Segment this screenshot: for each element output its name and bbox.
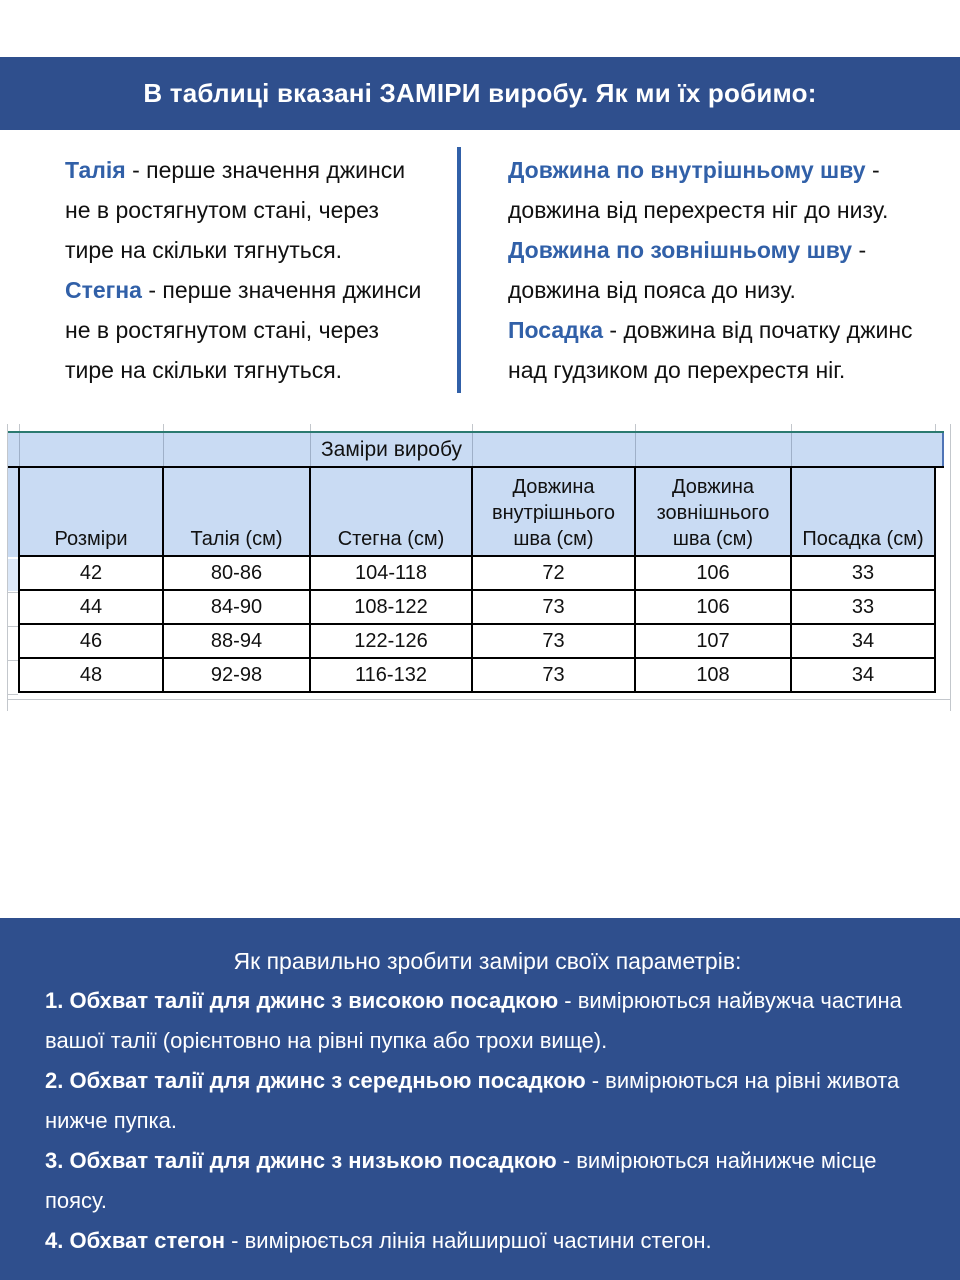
- definition-term: Стегна: [65, 277, 142, 303]
- definition-rise: [508, 310, 916, 390]
- column-header-size: Розміри: [20, 468, 162, 555]
- instruction-item-1: [45, 981, 930, 1061]
- table-cell: 34: [792, 659, 934, 691]
- instruction-text: - вимірюються найвужча частина вашої талії (орієнтовно на рівні пупка або трохи вище).: [45, 988, 902, 1053]
- size-table: [18, 466, 936, 693]
- definition-text: - перше значення джинси не в ростягнутом стані, через тире на скільки тягнуться.: [65, 277, 422, 383]
- spreadsheet-sliver: [8, 559, 18, 591]
- table-cell: 106: [636, 557, 790, 589]
- table-cell: 80-86: [164, 557, 309, 589]
- table-cell: 73: [473, 659, 634, 691]
- instruction-bold: 4. Обхват стегон: [45, 1228, 226, 1253]
- definition-outseam: [508, 230, 916, 310]
- table-cell: 73: [473, 625, 634, 657]
- gridline: [635, 424, 636, 431]
- vertical-divider: [457, 147, 461, 393]
- table-cell: 73: [473, 591, 634, 623]
- gridline: [950, 424, 951, 711]
- instructions-title: Як правильно зробити заміри своїх параметрів:: [233, 948, 742, 974]
- table-cell: 122-126: [311, 625, 471, 657]
- gridline: [472, 424, 473, 431]
- instruction-text: - вимірюється лінія найширшої частини стегон.: [225, 1228, 712, 1253]
- definition-inseam: [508, 150, 916, 230]
- instruction-bold: 1. Обхват талії для джинс з високою посадкою: [45, 988, 559, 1013]
- gridline: [791, 433, 792, 466]
- instruction-bold: 2. Обхват талії для джинс з середньою посадкою: [45, 1068, 586, 1093]
- table-cell: 106: [636, 591, 790, 623]
- gridline: [7, 626, 18, 627]
- instruction-text: - вимірюються на рівні живота нижче пупка.: [45, 1068, 900, 1133]
- gridline: [635, 433, 636, 466]
- gridline: [942, 433, 944, 466]
- instructions-panel: [0, 918, 960, 1280]
- table-cell: 33: [792, 557, 934, 589]
- gridline: [19, 424, 20, 431]
- definition-hips: [65, 270, 433, 390]
- instruction-item-2: [45, 1061, 930, 1141]
- table-cell: 48: [20, 659, 162, 691]
- instruction-item-4: [45, 1221, 930, 1261]
- gridline: [7, 699, 951, 700]
- spreadsheet-sliver: [8, 468, 18, 557]
- table-cell: 107: [636, 625, 790, 657]
- table-cell: 108-122: [311, 591, 471, 623]
- table-cell: 42: [20, 557, 162, 589]
- column-header-inseam: Довжина внутрішнього шва (см): [473, 468, 634, 555]
- instruction-text: - вимірюються найнижче місце поясу.: [45, 1148, 877, 1213]
- definition-text: - довжина від початку джинс над гудзиком до перехрестя ніг.: [508, 317, 913, 383]
- table-cell: 72: [473, 557, 634, 589]
- definitions-left-column: [65, 150, 433, 390]
- table-cell: 34: [792, 625, 934, 657]
- gridline: [7, 694, 18, 695]
- instruction-bold: 3. Обхват талії для джинс з низькою посадкою: [45, 1148, 557, 1173]
- definition-text: - перше значення джинси не в ростягнутом стані, через тире на скільки тягнуться.: [65, 157, 406, 263]
- column-header-waist: Талія (см): [164, 468, 309, 555]
- gridline: [163, 424, 164, 431]
- banner-title: В таблиці вказані ЗАМІРИ виробу. Як ми їх робимо:: [143, 78, 817, 108]
- table-cell: 88-94: [164, 625, 309, 657]
- gridline: [310, 424, 311, 431]
- gridline: [163, 433, 164, 466]
- table-cell: 108: [636, 659, 790, 691]
- column-header-rise: Посадка (см): [792, 468, 934, 555]
- top-banner: [0, 57, 960, 130]
- gridline: [7, 592, 18, 593]
- table-cell: 46: [20, 625, 162, 657]
- table-cell: 104-118: [311, 557, 471, 589]
- table-cell: 33: [792, 591, 934, 623]
- gridline: [19, 433, 20, 466]
- column-header-outseam: Довжина зовнішнього шва (см): [636, 468, 790, 555]
- definition-term: Посадка: [508, 317, 604, 343]
- gridline: [791, 424, 792, 431]
- definition-term: Довжина по внутрішньому шву: [508, 157, 866, 183]
- table-cell: 44: [20, 591, 162, 623]
- column-header-hips: Стегна (см): [311, 468, 471, 555]
- gridline: [935, 424, 936, 431]
- definition-term: Талія: [65, 157, 126, 183]
- gridline: [7, 660, 18, 661]
- definition-waist: [65, 150, 433, 270]
- instruction-item-3: [45, 1141, 930, 1221]
- definitions-right-column: [508, 150, 916, 390]
- definition-text: - довжина від пояса до низу.: [508, 237, 867, 303]
- table-title: Заміри виробу: [320, 437, 463, 461]
- table-cell: 92-98: [164, 659, 309, 691]
- table-merged-header-row: [8, 433, 944, 468]
- table-cell: 84-90: [164, 591, 309, 623]
- table-cell: 116-132: [311, 659, 471, 691]
- definition-text: - довжина від перехрестя ніг до низу.: [508, 157, 889, 223]
- definition-term: Довжина по зовнішньому шву: [508, 237, 853, 263]
